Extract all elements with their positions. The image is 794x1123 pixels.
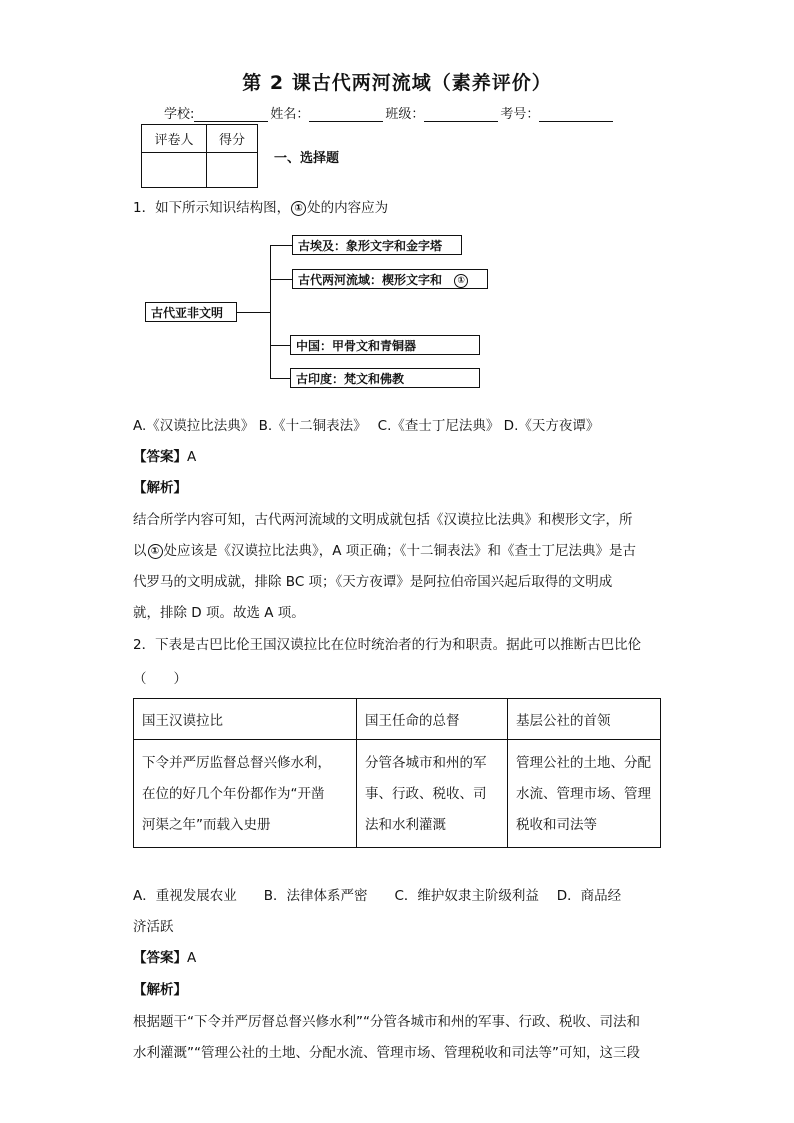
diagram-branch-india: 古印度：梵文和佛教	[290, 368, 480, 388]
mesopotamia-label: 古代两河流域：楔形文字和	[298, 273, 443, 287]
q1-analysis-label: 【解析】	[133, 480, 187, 496]
school-blank	[194, 107, 268, 122]
diagram-tick-4	[270, 378, 290, 379]
q2-analysis-line-1: 根据题干“下令并严厉督总督兴修水利”“分管各城市和州的军事、行政、税收、司法和	[133, 1014, 640, 1030]
q2-table	[133, 698, 661, 848]
grader-cell	[142, 153, 207, 188]
page-title: 第 2 课古代两河流域（素养评价）	[242, 72, 552, 94]
exam-no-blank	[539, 107, 613, 122]
cell-line: 在位的好几个年份都作为“开凿	[142, 786, 325, 802]
q1-stem-after: 处的内容应为	[307, 200, 389, 216]
q2-analysis-label: 【解析】	[133, 982, 187, 998]
table-header: 基层公社的首领	[508, 699, 661, 740]
q1-analysis-line-4: 就，排除 D 项。故选 A 项。	[133, 605, 305, 621]
cell-line: 管理公社的土地、分配	[516, 755, 651, 771]
cell-line: 分管各城市和州的军	[365, 755, 487, 771]
table-header: 国王任命的总督	[357, 699, 508, 740]
school-label: 学校:	[164, 107, 195, 122]
section-title: 一、选择题	[274, 151, 340, 166]
q1-analysis-line-3: 代罗马的文明成就，排除 BC 项；《天方夜谭》是阿拉伯帝国兴起后取得的文明成	[133, 574, 613, 590]
cell-line: 水流、管理市场、管理	[516, 786, 651, 802]
exam-no-label: 考号：	[500, 107, 540, 122]
diagram-connector	[237, 312, 270, 313]
cell-line: 事、行政、税收、司	[365, 786, 487, 802]
diagram-tick-3	[270, 345, 290, 346]
diagram-root: 古代亚非文明	[145, 302, 237, 322]
q2-options-line-1: A．重视发展农业 B．法律体系严密 C．维护奴隶主阶级利益 D．商品经	[133, 888, 622, 904]
circled-one-marker: ①	[291, 201, 306, 216]
table-header: 国王汉谟拉比	[134, 699, 357, 740]
circled-one-marker: ①	[148, 544, 163, 559]
cell-line: 下令并严厉监督总督兴修水利，	[142, 755, 331, 771]
q2-options-line-2: 济活跃	[133, 919, 174, 935]
class-label: 班级：	[385, 107, 425, 122]
q2-stem-line-1: 2．下表是古巴比伦王国汉谟拉比在位时统治者的行为和职责。据此可以推断古巴比伦	[133, 637, 642, 653]
q2-stem-line-2: （ ）	[133, 671, 187, 687]
diagram-branch-egypt: 古埃及：象形文字和金字塔	[292, 235, 462, 255]
q1-answer	[133, 445, 196, 465]
q2-answer	[133, 946, 196, 966]
circled-one-icon: ①	[454, 274, 468, 288]
name-blank	[309, 107, 383, 122]
q1-stem-before: 1．如下所示知识结构图，	[133, 200, 291, 216]
table-cell	[357, 740, 508, 848]
cell-line: 法和水利灌溉	[365, 817, 446, 833]
score-header: 得分	[207, 125, 258, 153]
q1-stem	[133, 196, 388, 216]
diagram-branch-china: 中国：甲骨文和青铜器	[290, 335, 480, 355]
answer-label: 【答案】	[133, 950, 187, 966]
table-cell	[508, 740, 661, 848]
diagram-bracket	[270, 245, 271, 379]
score-table	[141, 124, 258, 188]
name-label: 姓名：	[270, 107, 310, 122]
cell-line: 河渠之年”而载入史册	[142, 817, 271, 833]
q1-analysis-line-1: 结合所学内容可知，古代两河流域的文明成就包括《汉谟拉比法典》和楔形文字，所	[133, 512, 633, 528]
answer-value: A	[187, 449, 197, 465]
analysis-line2-a: 以	[133, 543, 147, 559]
q1-options: A.《汉谟拉比法典》 B.《十二铜表法》 C.《查士丁尼法典》 D.《天方夜谭》	[133, 418, 600, 434]
diagram-tick-2	[270, 279, 292, 280]
table-cell	[134, 740, 357, 848]
cell-line: 税收和司法等	[516, 817, 597, 833]
diagram-tick-1	[270, 245, 292, 246]
diagram-branch-mesopotamia	[292, 269, 488, 289]
q2-analysis-line-2: 水利灌溉”“管理公社的土地、分配水流、管理市场、管理税收和司法等”可知，这三段	[133, 1045, 640, 1061]
student-info-line	[164, 103, 615, 122]
score-cell	[207, 153, 258, 188]
grader-header: 评卷人	[142, 125, 207, 153]
analysis-line2-b: 处应该是《汉谟拉比法典》，A 项正确；《十二铜表法》和《查士丁尼法典》是古	[163, 543, 637, 559]
class-blank	[424, 107, 498, 122]
answer-value: A	[187, 950, 197, 966]
q1-analysis-line-2	[133, 539, 636, 559]
answer-label: 【答案】	[133, 449, 187, 465]
